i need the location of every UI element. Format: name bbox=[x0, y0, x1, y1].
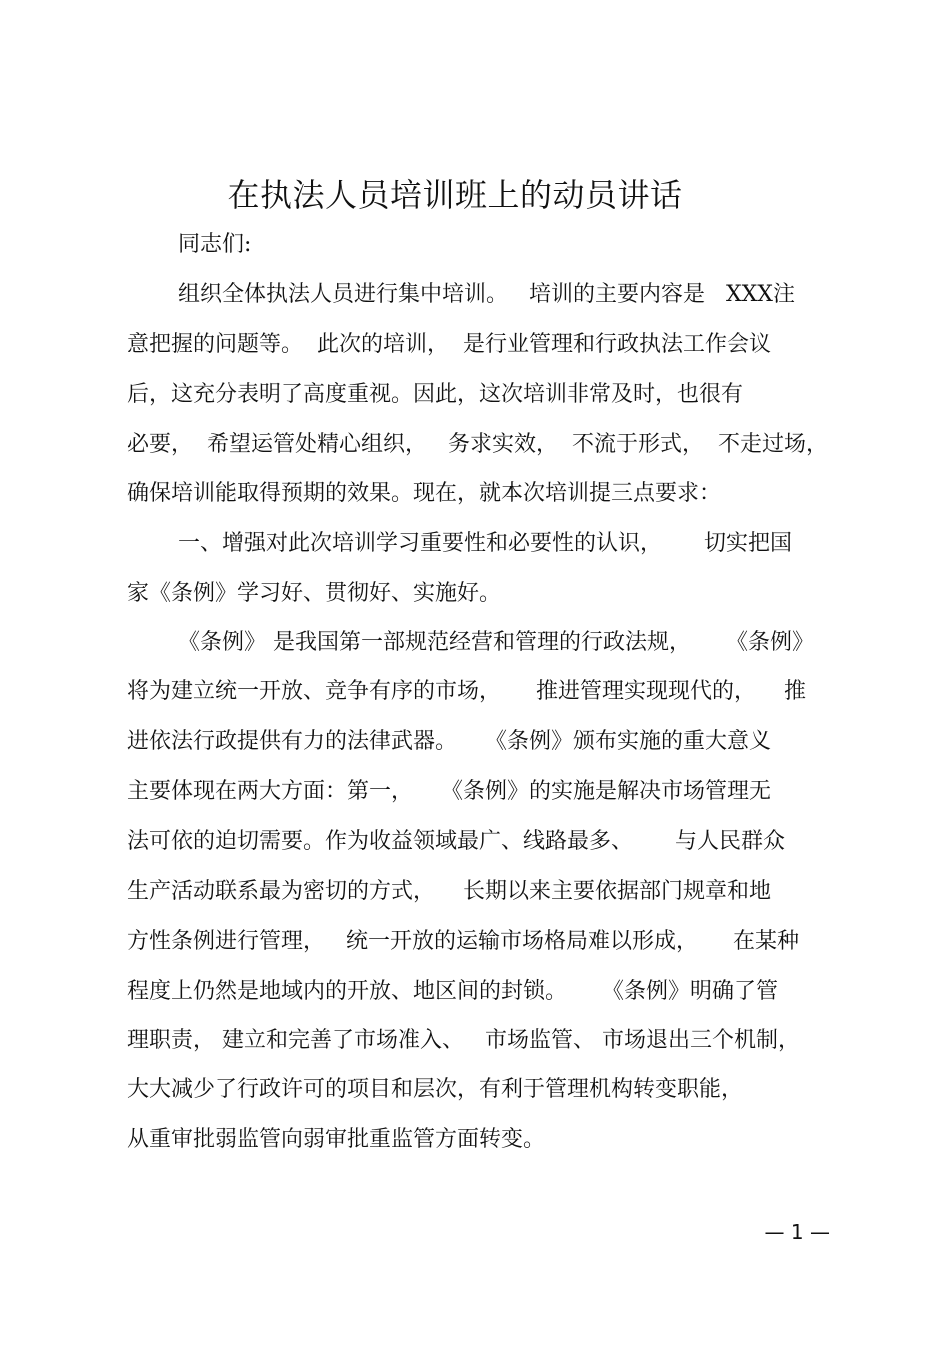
body-line: 进依法行政提供有力的法律武器。 《条例》颁布实施的重大意义 bbox=[127, 729, 771, 754]
body-line: 程度上仍然是地域内的开放、地区间的封锁。 《条例》明确了管 bbox=[127, 979, 778, 1004]
salutation: 同志们: bbox=[178, 232, 252, 257]
body-line: 意把握的问题等。 此次的培训， 是行业管理和行政执法工作会议 bbox=[127, 332, 771, 357]
body-line: 必要， 希望运管处精心组织， 务求实效， 不流于形式， 不走过场， bbox=[127, 432, 828, 457]
document-title: 在执法人员培训班上的动员讲话 bbox=[227, 176, 683, 214]
body-line: 主要体现在两大方面：第一， 《条例》的实施是解决市场管理无 bbox=[127, 779, 771, 804]
body-line: 从重审批弱监管向弱审批重监管方面转变。 bbox=[127, 1127, 546, 1152]
body-line: 将为建立统一开放、竞争有序的市场， 推进管理实现现代的， 推 bbox=[127, 679, 806, 704]
body-line: 后，这充分表明了高度重视。因此，这次培训非常及时，也很有 bbox=[127, 382, 744, 407]
body-line: 法可依的迫切需要。作为收益领域最广、线路最多、 与人民群众 bbox=[127, 829, 785, 854]
body-line: 组织全体执法人员进行集中培训。 培训的主要内容是 XXX注 bbox=[178, 282, 795, 307]
body-line: 生产活动联系最为密切的方式， 长期以来主要依据部门规章和地 bbox=[127, 879, 771, 904]
body-line: 确保培训能取得预期的效果。现在，就本次培训提三点要求： bbox=[127, 481, 722, 506]
body-line: 方性条例进行管理， 统一开放的运输市场格局难以形成， 在某种 bbox=[127, 929, 799, 954]
body-line: 大大减少了行政许可的项目和层次，有利于管理机构转变职能， bbox=[127, 1077, 744, 1102]
body-line: 理职责， 建立和完善了市场准入、 市场监管、 市场退出三个机制， bbox=[127, 1028, 800, 1053]
body-line: 《条例》 是我国第一部规范经营和管理的行政法规， 《条例》 bbox=[178, 630, 814, 655]
section-heading-line: 一、增强对此次培训学习重要性和必要性的认识， 切实把国 bbox=[178, 531, 792, 556]
section-heading-line: 家《条例》学习好、贯彻好、实施好。 bbox=[127, 581, 502, 606]
page-number: — 1 — bbox=[764, 1220, 830, 1244]
